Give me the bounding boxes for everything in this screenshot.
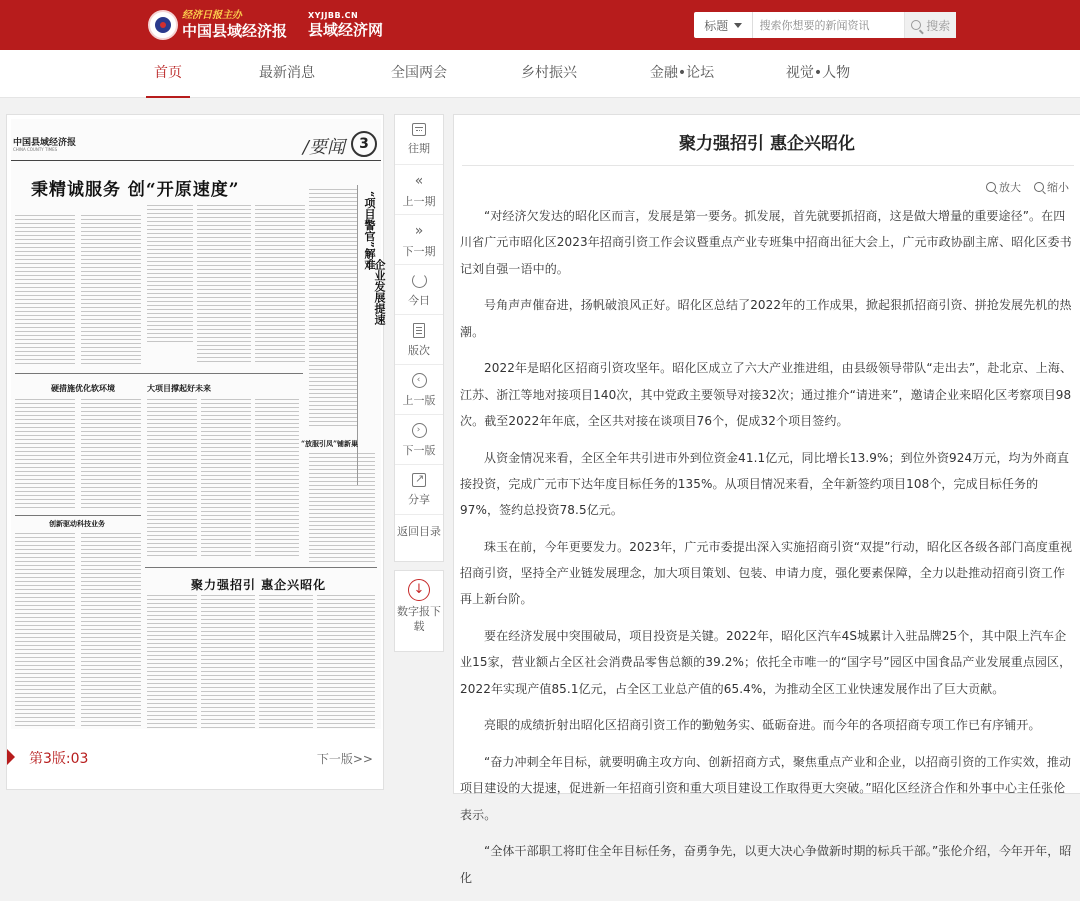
refresh-icon — [412, 273, 427, 288]
text-column — [81, 533, 141, 729]
text-column — [317, 595, 375, 729]
text-column — [15, 533, 75, 729]
tool-label: 今日 — [408, 294, 430, 307]
article-paragraph: “奋力冲刺全年目标，就要明确主攻方向、创新招商方式，聚焦重点产业和企业，以招商引资的工作实效，推动项目建设的大提速，促进新一年招商引资和重大项目建设工作取得更大突破。”昭化区经济合作和外事中心主任张伦表示。 — [460, 755, 1072, 822]
page-navigation-bar — [7, 739, 383, 775]
website-domain: XYJJBB.CN — [308, 11, 359, 20]
tool-group — [394, 114, 444, 562]
newspaper-logo[interactable] — [148, 6, 287, 44]
paper-headline: 秉精诚服务 创“开原速度” — [31, 180, 240, 200]
tool-label: 上一版 — [402, 394, 436, 407]
text-column — [81, 215, 141, 365]
zoom-in-label: 放大 — [999, 181, 1021, 194]
search-icon — [911, 20, 921, 30]
download-icon: ↓ — [408, 579, 430, 601]
article-title: 聚力强招引 惠企兴昭化 — [679, 134, 855, 154]
nav-item-home[interactable]: 首页 — [146, 50, 190, 98]
text-column — [309, 453, 375, 563]
tool-label: 返回目录 — [397, 525, 441, 538]
nav-item-two-sessions[interactable]: 全国两会 — [391, 65, 447, 81]
paper-name-en: CHINA COUNTY TIMES — [13, 147, 58, 152]
zoom-in-icon — [986, 182, 996, 192]
tool-prev-edition[interactable] — [395, 365, 443, 415]
calendar-icon — [412, 123, 426, 136]
newspaper-panel — [6, 114, 384, 790]
article-paragraph: “对经济欠发达的昭化区而言，发展是第一要务。抓发展，首先就要抓招商，这是做大增量的重要途径”。在四川省广元市昭化区2023年招商引资工作会议暨重点产业专班集中招商出征大会上，广元市政协副主席、昭化区委书记刘自强一语中的。 — [460, 209, 1072, 276]
article-paragraph: 号角声声催奋进，扬帆破浪风正好。昭化区总结了2022年的工作成果，掀起狠抓招商引资、拼抢发展先机的热潮。 — [460, 298, 1072, 339]
current-page-marker-icon — [7, 749, 15, 765]
article-body — [460, 203, 1076, 901]
paper-headline: 大项目撑起好未来 — [147, 383, 211, 393]
text-column — [81, 399, 141, 509]
top-header — [0, 0, 1080, 50]
text-column — [259, 595, 313, 729]
double-chevron-up-icon: « — [414, 173, 424, 189]
search-type-select[interactable] — [694, 12, 753, 38]
tool-label: 往期 — [408, 142, 430, 155]
text-column — [147, 595, 197, 729]
tool-return-toc[interactable] — [395, 515, 443, 561]
search-button[interactable] — [904, 12, 956, 38]
search-type-label: 标题 — [704, 18, 729, 33]
double-chevron-down-icon: » — [414, 223, 424, 239]
tool-label: 下一期 — [402, 245, 436, 258]
text-column — [147, 205, 193, 345]
tool-share[interactable] — [395, 465, 443, 515]
section-divider — [145, 567, 377, 568]
current-page-label[interactable]: 第3版:03 — [29, 751, 89, 767]
article-paragraph: 亮眼的成绩折射出昭化区招商引资工作的勤勉务实、砥砺奋进。而今年的各项招商专项工作已有序铺开。 — [484, 718, 1041, 733]
tool-edition[interactable] — [395, 315, 443, 365]
share-icon — [412, 473, 426, 487]
article-paragraph: 要在经济发展中突围破局，项目投资是关键。2022年，昭化区汽车4S城累计入驻品牌25个，其中限上汽车企业15家，营业额占全区社会消费品零售总额的39.2%；依托全市唯一的“国字号”园区中国食品产业发展重点园区，2022年实现产值85.1亿元，占全区工业总产值的65.4%，为推动全区工业快速发展作出了巨大贡献。 — [460, 629, 1072, 696]
paper-vertical-headline: “项目警官”解难 — [363, 191, 376, 270]
emblem-icon — [148, 10, 178, 40]
circle-right-icon — [412, 423, 427, 438]
tool-label: 分享 — [408, 493, 430, 506]
text-column — [15, 399, 75, 509]
article-paragraph: 2022年是昭化区招商引资攻坚年。昭化区成立了六大产业推进组，由县级领导带队“走出去”，赴北京、上海、江苏、浙江等地对接项目140次，其中党政主要领导对接32次；通过推介“请进来”，邀请企业来昭化区考察项目98次。截至2022年年底，全区共对接在谈项目76个，促成32个项目签约。 — [460, 361, 1073, 428]
search-button-label: 搜索 — [926, 18, 951, 33]
tool-label: 上一期 — [402, 195, 436, 208]
text-column — [147, 399, 197, 559]
text-column — [201, 595, 255, 729]
zoom-in-button[interactable] — [986, 179, 1021, 195]
section-divider — [15, 373, 303, 374]
article-paragraph: 从资金情况来看，全区全年共引进市外到位资金41.1亿元，同比增长13.9%；到位外资924万元，均为外商直接投资，完成广元市下达年度目标任务的135%。从项目情况来看，全年新签约项目108个，完成目标任务的97%，签约总投资78.5亿元。 — [460, 450, 1070, 518]
website-logo[interactable] — [308, 6, 383, 44]
newspaper-page-image[interactable] — [11, 119, 386, 729]
text-column — [197, 205, 251, 365]
text-column — [15, 215, 75, 365]
search-input[interactable] — [753, 12, 904, 38]
paper-headline: 创新驱动科技业务 — [49, 519, 105, 528]
paper-section: /要闻 — [302, 137, 345, 158]
next-edition-link[interactable]: 下一版>> — [316, 752, 373, 766]
tool-next-edition[interactable] — [395, 415, 443, 465]
text-column — [201, 399, 251, 559]
chevron-down-icon — [734, 23, 742, 28]
paper-headline: “放服引凤”铺新巢 — [301, 439, 359, 448]
paper-vertical-headline: 企业发展提速 — [373, 259, 386, 325]
nav-item-latest[interactable]: 最新消息 — [259, 65, 315, 81]
tool-previous-issues[interactable] — [395, 115, 443, 165]
main-nav — [0, 50, 1080, 98]
text-column — [309, 189, 357, 429]
tool-today[interactable] — [395, 265, 443, 315]
logo-title: 中国县域经济报 — [182, 22, 288, 40]
tool-next-period[interactable] — [395, 215, 443, 265]
section-divider — [15, 515, 141, 516]
title-divider — [462, 165, 1074, 166]
document-icon — [413, 323, 425, 338]
nav-item-rural[interactable]: 乡村振兴 — [521, 65, 577, 81]
article-panel — [453, 114, 1080, 885]
tool-label: 版次 — [408, 344, 430, 357]
zoom-out-button[interactable] — [1034, 179, 1069, 195]
paper-name: 中国县域经济报 — [13, 138, 77, 148]
paper-headline: 硬措施优化软环境 — [51, 383, 115, 393]
logo-publisher: 经济日报主办 — [182, 10, 242, 21]
tool-label: 下一版 — [402, 444, 436, 457]
nav-item-visual[interactable]: 视觉•人物 — [785, 65, 851, 81]
paper-masthead — [11, 131, 381, 161]
search-bar — [694, 12, 956, 38]
zoom-out-label: 缩小 — [1047, 181, 1069, 194]
nav-item-finance[interactable]: 金融•论坛 — [649, 65, 715, 81]
text-column — [255, 399, 299, 559]
paper-headline: 聚力强招引 惠企兴昭化 — [191, 578, 327, 592]
paper-page-number: 3 — [351, 131, 377, 157]
text-column — [255, 205, 305, 365]
website-title: 县域经济网 — [308, 21, 384, 39]
tool-prev-period[interactable] — [395, 165, 443, 215]
zoom-out-icon — [1034, 182, 1044, 192]
article-paragraph: 珠玉在前，今年更要发力。2023年，广元市委提出深入实施招商引资“双提”行动，昭化区各级各部门高度重视招商引资，坚持全产业链发展理念，加大项目策划、包装、申请力度，强化要素保障，全力以赴推动招商引资工作再上新台阶。 — [460, 539, 1073, 607]
download-label: 数字报下载 — [397, 605, 441, 633]
circle-left-icon — [412, 373, 427, 388]
digital-paper-download-button[interactable] — [394, 570, 444, 652]
article-paragraph: “全体干部职工将盯住全年目标任务，奋勇争先，以更大决心争做新时期的标兵干部。”张伦介绍，今年开年，昭化 — [460, 844, 1072, 885]
